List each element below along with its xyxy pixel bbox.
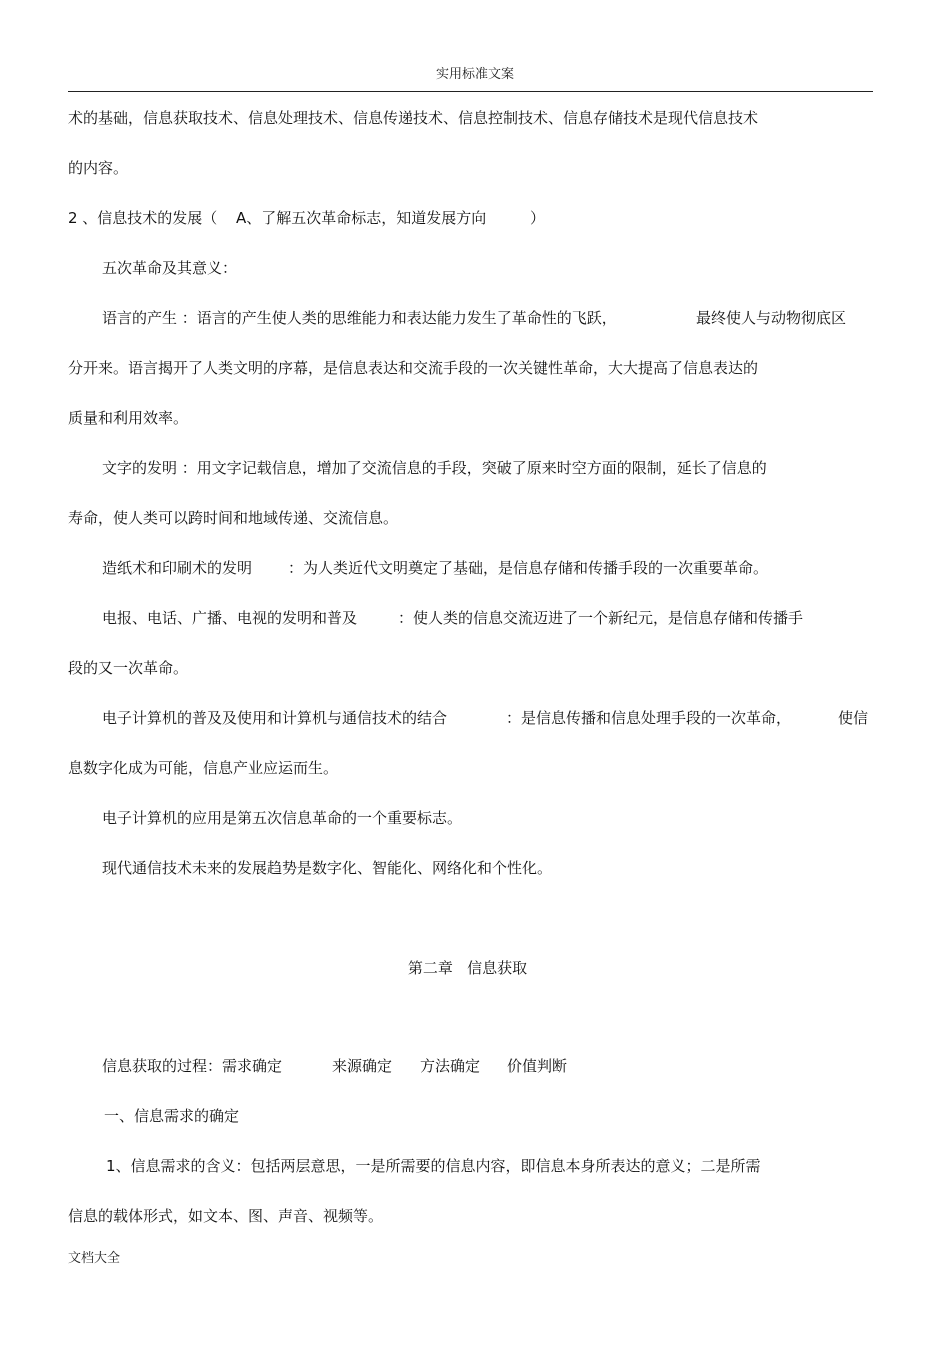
body-line: 电子计算机的普及及使用和计算机与通信技术的结合 xyxy=(102,709,448,727)
body-line: 来源确定 xyxy=(332,1057,393,1075)
section-heading-part: 2 、信息技术的发展（ xyxy=(68,209,218,227)
subsection-heading: 一、信息需求的确定 xyxy=(104,1107,240,1125)
page-footer-text: 文档大全 xyxy=(68,1251,121,1266)
body-line: ：是信息传播和信息处理手段的一次革命， xyxy=(506,709,792,727)
body-line: 质量和利用效率。 xyxy=(68,409,189,427)
body-line: 五次革命及其意义： xyxy=(102,259,238,277)
body-line: 电报、电话、广播、电视的发明和普及 xyxy=(102,609,358,627)
body-line: 方法确定 xyxy=(420,1057,481,1075)
body-line: 分开来。语言揭开了人类文明的序幕，是信息表达和交流手段的一次关键性革命，大大提高了信息表达的 xyxy=(68,359,759,377)
body-line: 文字的发明 ：用文字记载信息，增加了交流信息的手段，突破了原来时空方面的限制，延长了信息的 xyxy=(102,459,767,477)
body-line: 1、信息需求的含义：包括两层意思，一是所需要的信息内容，即信息本身所表达的意义；二是所需 xyxy=(106,1157,761,1175)
chapter-title: 第二章 信息获取 xyxy=(407,959,528,977)
section-heading-part: ） xyxy=(530,209,546,227)
body-line: ：使人类的信息交流迈进了一个新纪元，是信息存储和传播手 xyxy=(398,609,804,627)
body-line: 最终使人与动物彻底区 xyxy=(696,309,847,327)
body-line: 电子计算机的应用是第五次信息革命的一个重要标志。 xyxy=(102,809,463,827)
body-line: 寿命，使人类可以跨时间和地域传递、交流信息。 xyxy=(68,509,399,527)
page-header-title: 实用标准文案 xyxy=(435,67,514,82)
body-line: 现代通信技术未来的发展趋势是数字化、智能化、网络化和个性化。 xyxy=(102,859,553,877)
section-heading-part: A、了解五次革命标志，知道发展方向 xyxy=(236,209,487,227)
body-line: 信息的载体形式，如文本、图、声音、视频等。 xyxy=(68,1207,384,1225)
body-line: 段的又一次革命。 xyxy=(68,659,189,677)
body-line: 使信 xyxy=(838,709,869,727)
body-line: 造纸术和印刷术的发明 xyxy=(102,559,253,577)
body-line: ：为人类近代文明奠定了基础，是信息存储和传播手段的一次重要革命。 xyxy=(288,559,769,577)
body-line: 的内容。 xyxy=(68,159,129,177)
body-line: 价值判断 xyxy=(507,1057,568,1075)
body-line: 术的基础，信息获取技术、信息处理技术、信息传递技术、信息控制技术、信息存储技术是现代信息技术 xyxy=(68,109,759,127)
body-line: 息数字化成为可能，信息产业应运而生。 xyxy=(68,759,339,777)
header-divider xyxy=(68,91,873,92)
body-line: 信息获取的过程：需求确定 xyxy=(102,1057,283,1075)
body-line: 语言的产生 ：语言的产生使人类的思维能力和表达能力发生了革命性的飞跃， xyxy=(102,309,617,327)
